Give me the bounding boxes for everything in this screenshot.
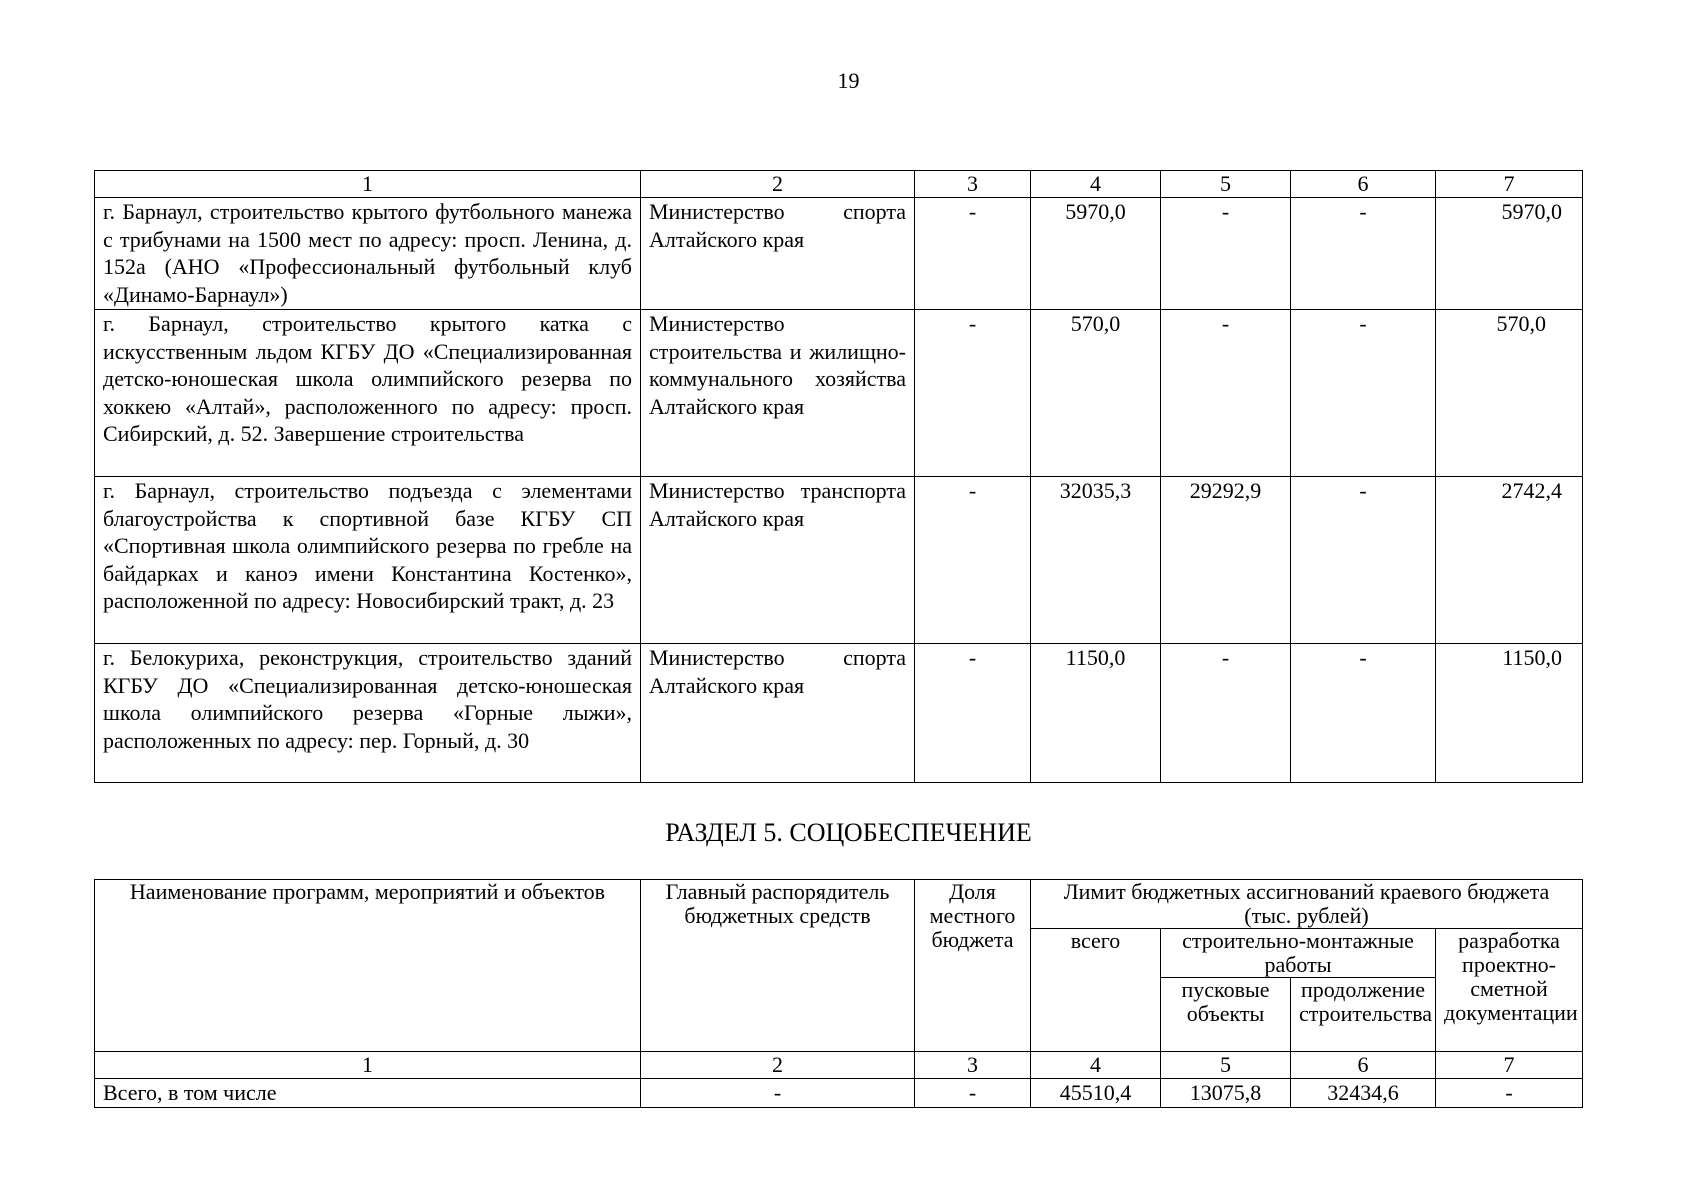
column-number: 4 — [1031, 1052, 1161, 1079]
header-total: всего — [1031, 929, 1161, 1052]
object-name: г. Барнаул, строительство крытого футбольного манежа с трибунами на 1500 мест по адресу: просп. Ленина, д. 152а (АНО «Профессиональный футбольный клуб «Динамо-Барнаул») — [95, 198, 641, 310]
total-value: 570,0 — [1031, 310, 1161, 477]
design-value: 570,0 — [1436, 310, 1583, 477]
total-value: 1150,0 — [1031, 644, 1161, 783]
column-number: 5 — [1161, 171, 1291, 198]
continuation-value: 32434,6 — [1291, 1079, 1436, 1108]
column-number: 7 — [1436, 1052, 1583, 1079]
ministry: Министерство строительства и жилищно-коммунального хозяйства Алтайского края — [641, 310, 915, 477]
header-launch: пусковые объекты — [1161, 978, 1291, 1052]
design-value: 1150,0 — [1436, 644, 1583, 783]
launch-value: - — [1161, 310, 1291, 477]
design-value: - — [1436, 1079, 1583, 1108]
column-number: 4 — [1031, 171, 1161, 198]
column-number: 3 — [915, 171, 1031, 198]
continuation-value: - — [1291, 644, 1436, 783]
page-number: 19 — [837, 68, 860, 93]
total-value: 5970,0 — [1031, 198, 1161, 310]
object-name: Всего, в том числе — [95, 1079, 641, 1108]
column-number: 6 — [1291, 1052, 1436, 1079]
launch-value: - — [1161, 198, 1291, 310]
table-row — [95, 310, 1583, 477]
section-title: РАЗДЕЛ 5. СОЦОБЕСПЕЧЕНИЕ — [665, 818, 1032, 847]
continuation-value: - — [1291, 477, 1436, 644]
table-row — [95, 198, 1583, 310]
header-construction: строительно-монтажные работы — [1161, 929, 1436, 978]
local-share: - — [915, 198, 1031, 310]
launch-value: 29292,9 — [1161, 477, 1291, 644]
table-row — [95, 477, 1583, 644]
launch-value: - — [1161, 644, 1291, 783]
ministry: - — [641, 1079, 915, 1108]
object-name: г. Барнаул, строительство подъезда с элементами благоустройства к спортивной базе КГБУ СП «Спортивная школа олимпийского резерва по гребле на байдарках и каноэ имени Константина Костенко», расположенной по адресу: Новосибирский тракт, д. 23 — [95, 477, 641, 644]
ministry: Министерство спорта Алтайского края — [641, 644, 915, 783]
header-row — [95, 880, 1583, 929]
local-share: - — [915, 1079, 1031, 1108]
column-number: 5 — [1161, 1052, 1291, 1079]
column-number: 7 — [1436, 171, 1583, 198]
column-number-row — [95, 1052, 1583, 1079]
column-number: 2 — [641, 1052, 915, 1079]
total-value: 32035,3 — [1031, 477, 1161, 644]
local-share: - — [915, 310, 1031, 477]
header-local-share: Доля местного бюджета — [915, 880, 1031, 1052]
header-continuation: продолжение строительства — [1291, 978, 1436, 1052]
header-design: разработка проектно-сметной документации — [1436, 929, 1583, 1052]
local-share: - — [915, 644, 1031, 783]
continuation-value: - — [1291, 310, 1436, 477]
column-number: 1 — [95, 1052, 641, 1079]
object-name: г. Барнаул, строительство крытого катка с искусственным льдом КГБУ ДО «Специализированная детско-юношеская школа олимпийского резерва по хоккею «Алтай», расположенного по адресу: просп. Сибирский, д. 52. Завершение строительства — [95, 310, 641, 477]
total-value: 45510,4 — [1031, 1079, 1161, 1108]
column-number-row — [95, 171, 1583, 198]
design-value: 5970,0 — [1436, 198, 1583, 310]
ministry: Министерство спорта Алтайского края — [641, 198, 915, 310]
local-share: - — [915, 477, 1031, 644]
header-limit: Лимит бюджетных ассигнований краевого бюджета (тыс. рублей) — [1031, 880, 1583, 929]
launch-value: 13075,8 — [1161, 1079, 1291, 1108]
table-row — [95, 1079, 1583, 1108]
object-name: г. Белокуриха, реконструкция, строительство зданий КГБУ ДО «Специализированная детско-юношеская школа олимпийского резерва «Горные лыжи», расположенных по адресу: пер. Горный, д. 30 — [95, 644, 641, 783]
column-number: 6 — [1291, 171, 1436, 198]
soc-table — [94, 879, 1583, 1108]
table-row — [95, 644, 1583, 783]
design-value: 2742,4 — [1436, 477, 1583, 644]
ministry: Министерство транспорта Алтайского края — [641, 477, 915, 644]
column-number: 1 — [95, 171, 641, 198]
header-name: Наименование программ, мероприятий и объектов — [95, 880, 641, 1052]
continuation-value: - — [1291, 198, 1436, 310]
column-number: 2 — [641, 171, 915, 198]
header-ministry: Главный распорядитель бюджетных средств — [641, 880, 915, 1052]
objects-table — [94, 170, 1583, 783]
column-number: 3 — [915, 1052, 1031, 1079]
